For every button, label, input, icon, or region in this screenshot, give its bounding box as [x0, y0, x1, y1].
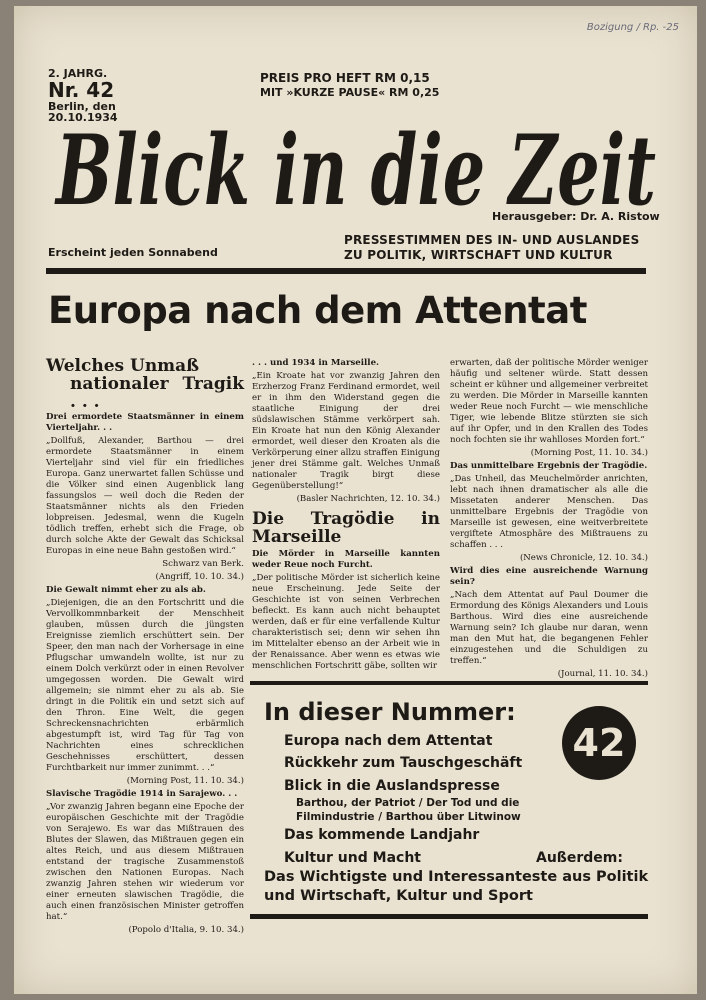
column-3-paragraph-3: „Nach dem Attentat auf Paul Doumer die Ermordung des Königs Alexanders und Louis Barthous. Wird dies eine ausreichende Warnung sein? Ich glaube nur daran, wenn man den Mut hat, die begangenen Fehler einzugestehen und die Schuldigen zu treffen.“	[450, 590, 648, 666]
column-1-lead: Drei ermordete Staatsmänner in einem Vierteljahr. . .	[46, 411, 244, 433]
main-headline: Europa nach dem Attentat	[48, 289, 587, 332]
column-1-author: Schwarz van Berk.	[162, 558, 244, 569]
column-2-lead: . . . und 1934 in Marseille.	[252, 358, 380, 368]
contents-title: In dieser Nummer:	[264, 698, 516, 726]
contents-subitems-2: Filmindustrie / Barthou über Litwinow	[296, 810, 521, 823]
issue-date: 20.10.1934	[48, 111, 118, 125]
contents-item-2: Rückkehr zum Tauschgeschäft	[284, 755, 523, 772]
contents-list	[284, 730, 522, 869]
column-3-source-1: (Morning Post, 11. 10. 34.)	[530, 448, 648, 458]
contents-closing: Das Wichtigste und Interessanteste aus Politik und Wirtschaft, Kultur und Sport	[264, 869, 649, 904]
column-3-paragraph-2: „Das Unheil, das Meuchelmörder anrichten, lebt nach ihnen dramatischer als alle die Missetaten anderer Menschen. Das unmittelbare Ergebnis der Tragödie von Marseille ist gewesen, eine weitverbreitete vergiftete Atmosphäre des Mißtrauens zu schaffen . . .	[450, 474, 648, 550]
column-1-source-3: (Popolo d'Italia, 9. 10. 34.)	[128, 924, 244, 935]
header-rule	[46, 268, 646, 274]
price-line-1: PREIS PRO HEFT RM 0,15	[260, 71, 430, 85]
contents-item-1: Europa nach dem Attentat	[284, 733, 493, 749]
contents-item-4: Das kommende Landjahr	[284, 827, 480, 844]
column-2-heading: Die Tragödie in Marseille	[252, 509, 440, 547]
issue-number-badge: 42	[562, 706, 636, 780]
column-1	[46, 358, 244, 938]
issue-number: Nr. 42	[48, 77, 115, 102]
masthead-title: Blick in die Zeit	[53, 114, 657, 227]
pencil-annotation: Bozigung / Rp. -25	[586, 22, 679, 33]
contents-subitems-1: Barthou, der Patriot / Der Tod und die	[296, 797, 520, 810]
place-line: Berlin, den	[48, 99, 116, 113]
column-1-paragraph-2: „Diejenigen, die an den Fortschritt und die Vervollkommnbarkeit der Menschheit glauben, müssen durch die jüngsten Ereignisse ziemlich erschüttert sein. Der Speer, den man nach der Vorhersage in eine Pflugschar umwandeln wollte, ist nur zu einem Dolch verkürzt oder in einen Revolver umgegossen worden. Die Gewalt wird allgemein; sie nimmt eher zu als ab. Sie dringt in die Politik ein und setzt sich auf den Thron. Eine Welt, die gegen Schreckensnachrichten erbärmlich abgestumpft ist, wird Tag für Tag von Nachrichten eines schrecklichen Geschehnisses erschüttert, dessen Furchtbarkeit nur immer zunimmt. . .“	[46, 597, 244, 773]
contents-bottom-rule	[250, 914, 648, 919]
newspaper-page	[14, 6, 697, 994]
column-3	[450, 358, 648, 682]
column-1-lead-2: Die Gewalt nimmt eher zu als ab.	[46, 584, 206, 595]
masthead-subtitle	[344, 233, 639, 263]
contents-item-5: Kultur und Macht	[284, 849, 421, 866]
column-2-paragraph-2: „Der politische Mörder ist sicherlich keine neue Erscheinung. Jede Seite der Geschichte ist von seinen Verbrechen befleckt. Es kann auch nicht behauptet werden, daß er für eine verfallende Kultur charakteristisch sei; denn wir sehen ihn im Mittelalter ebenso an der Arbeit wie in der Renaissance. Aber wenn es etwas wie menschlichen Fortschritt gäbe, sollten wir	[252, 572, 440, 671]
column-3-lead-3: Wird dies eine ausreichende Warnung sein?	[450, 566, 648, 587]
subtitle-line-2: ZU POLITIK, WIRTSCHAFT UND KULTUR	[344, 248, 613, 262]
column-1-heading-line-1: Welches Unmaß	[46, 356, 200, 376]
publisher: Herausgeber: Dr. A. Ristow	[492, 210, 660, 223]
column-1-heading-line-2: nationaler Tragik . . .	[70, 373, 244, 412]
column-1-lead-3: Slavische Tragödie 1914 in Sarajewo. . .	[46, 788, 238, 799]
contents-top-rule	[250, 681, 648, 685]
column-1-source-1: (Angriff, 10. 10. 34.)	[155, 571, 244, 582]
column-1-source-2: (Morning Post, 11. 10. 34.)	[126, 775, 244, 786]
column-2-paragraph-1: „Ein Kroate hat vor zwanzig Jahren den Erzherzog Franz Ferdinand ermordet, weil er in ihm den Widerstand gegen die staatliche Einigung der drei südslawischen Stämme verkörpert sah. Ein Kroate hat nun den König Alexander ermordet, weil dieser den Kroaten als die Verkörperung einer allzu straffen Einigung jener drei Stämme galt. Welches Unmaß nationaler Tragik birgt diese Gegenüberstellung!“	[252, 371, 440, 491]
subtitle-line-1: PRESSESTIMMEN DES IN- UND AUSLANDES	[344, 233, 640, 247]
column-3-lead-2: Das unmittelbare Ergebnis der Tragödie.	[450, 461, 648, 471]
column-1-paragraph-3: „Vor zwanzig Jahren begann eine Epoche der europäischen Geschichte mit der Tragödie von Serajewo. Es war das Mißtrauen des Blutes der Slawen, das Mißtrauen gegen ein altes Reich, und aus diesem Mißtrauen entstand der tragische Zusammenstoß zwischen den Nationen Europas. Nach zwanzig Jahren stehen wir wiederum vor einer erneuten slawischen Tragödie, die auch einen französischen Minister getroffen hat.“	[46, 801, 244, 922]
column-3-paragraph-1: erwarten, daß der politische Mörder weniger häufig und seltener würde. Statt dessen scheint er kühner und allgemeiner verbreitet zu werden. Die Mörder in Marseille kannten weder Reue noch Furcht — wie menschliche Tiger, wie lebende Blitze stürzten sie sich auf ihr Opfer, und in den Krallen des Todes noch fochten sie ihr wahlloses Morden fort.“	[450, 358, 648, 445]
column-3-source-2: (News Chronicle, 12. 10. 34.)	[519, 553, 648, 563]
column-1-paragraph-1: „Dollfuß, Alexander, Barthou — drei ermordete Staatsmänner in einem Vierteljahr sind viel für ein friedliches Europa. Ganz unerwartet fallen Schüsse und die Völker sind einen Augenblick lang fassungslos — weil doch die Reden der Staatsmänner nichts als den Frieden lobpreisen. Jedesmal, wenn die Kugeln tödlich treffen, erhebt sich die Frage, ob durch solche Akte der Gewalt das Schicksal Europas in eine neue Bahn gestoßen wird.“	[46, 435, 244, 556]
column-3-source-3: (Journal, 11. 10. 34.)	[557, 669, 648, 679]
ausserdem-label: Außerdem:	[536, 850, 623, 866]
column-2-source-1: (Basler Nachrichten, 12. 10. 34.)	[296, 494, 440, 504]
price-line-2: MIT »KURZE PAUSE« RM 0,25	[260, 86, 440, 100]
volume-label: 2. JAHRG.	[48, 67, 108, 80]
contents-item-3: Blick in die Auslandspresse	[284, 777, 500, 794]
column-2-lead-2: Die Mörder in Marseille kannten weder Reue noch Furcht.	[252, 548, 440, 570]
publication-frequency: Erscheint jeden Sonnabend	[48, 246, 218, 259]
column-2	[252, 358, 440, 674]
